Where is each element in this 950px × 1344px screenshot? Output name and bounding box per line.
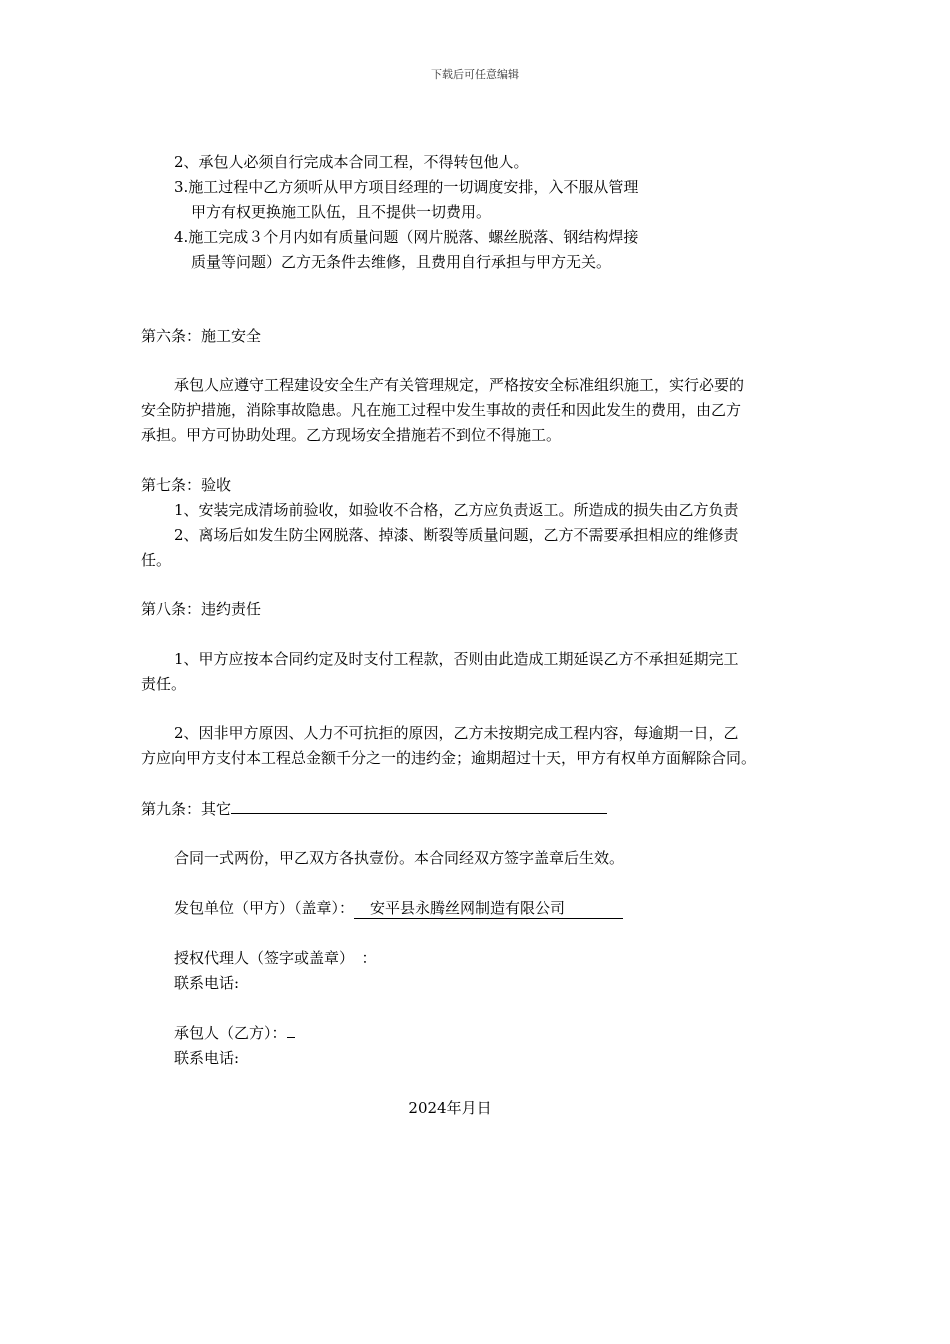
article7-item2-line1: 2、离场后如发生防尘网脱落、掉漆、断裂等质量问题，乙方不需要承担相应的维修责	[174, 526, 739, 544]
clause-item-3-line2: 甲方有权更换施工队伍，且不提供一切费用。	[191, 203, 492, 221]
article9-title: 第九条：其它	[141, 800, 232, 818]
article6-para-line2: 安全防护措施，消除事故隐患。凡在施工过程中发生事故的责任和因此发生的费用，由乙方	[141, 401, 742, 419]
clause-item-2: 2、承包人必须自行完成本合同工程，不得转包他人。	[174, 153, 529, 171]
party-a-label: 发包单位（甲方）（盖章）：	[174, 899, 355, 917]
article8-title: 第八条：违约责任	[141, 600, 262, 618]
party-b-label: 承包人（乙方）：	[174, 1024, 287, 1042]
article9-blank	[231, 797, 607, 814]
article7-item1: 1、安装完成清场前验收，如验收不合格，乙方应负责返工。所造成的损失由乙方负责	[174, 501, 739, 519]
article9-line	[141, 797, 607, 820]
article7-item2-line2: 任。	[141, 551, 172, 569]
clause-item-4-line2: 质量等问题）乙方无条件去维修，且费用自行承担与甲方无关。	[191, 253, 612, 271]
clause-item-3-line1: 3.施工过程中乙方须听从甲方项目经理的一切调度安排，入不服从管理	[174, 178, 639, 196]
article8-item1-line1: 1、甲方应按本合同约定及时支付工程款，否则由此造成工期延误乙方不承担延期完工	[174, 650, 739, 668]
party-b-blank	[287, 1023, 295, 1038]
closing-copies: 合同一式两份，甲乙双方各执壹份。本合同经双方签字盖章后生效。	[174, 849, 625, 867]
party-a-name: 安平县永腾丝网制造有限公司	[354, 899, 623, 919]
article8-item1-line2: 责任。	[141, 675, 187, 693]
header-note: 下载后可任意编辑	[431, 68, 519, 81]
party-a-line	[174, 897, 623, 919]
article6-title: 第六条：施工安全	[141, 327, 262, 345]
phone-a-label: 联系电话:	[174, 974, 240, 992]
party-b-line	[174, 1022, 295, 1044]
phone-b-label: 联系电话:	[174, 1049, 240, 1067]
article6-para-line3: 承担。甲方可协助处理。乙方现场安全措施若不到位不得施工。	[141, 426, 562, 444]
article7-title: 第七条：验收	[141, 476, 232, 494]
clause-item-4-line1: 4.施工完成３个月内如有质量问题（网片脱落、螺丝脱落、钢结构焊接	[174, 228, 639, 246]
article8-item2-line2: 方应向甲方支付本工程总金额千分之一的违约金；逾期超过十天，甲方有权单方面解除合同。	[141, 749, 757, 767]
contract-date: 2024年月日	[408, 1099, 492, 1117]
agent-label: 授权代理人（签字或盖章） ：	[174, 949, 377, 967]
article8-item2-line1: 2、因非甲方原因、人力不可抗拒的原因，乙方未按期完成工程内容，每逾期一日，乙	[174, 724, 739, 742]
article6-para-line1: 承包人应遵守工程建设安全生产有关管理规定，严格按安全标准组织施工，实行必要的	[174, 376, 745, 394]
